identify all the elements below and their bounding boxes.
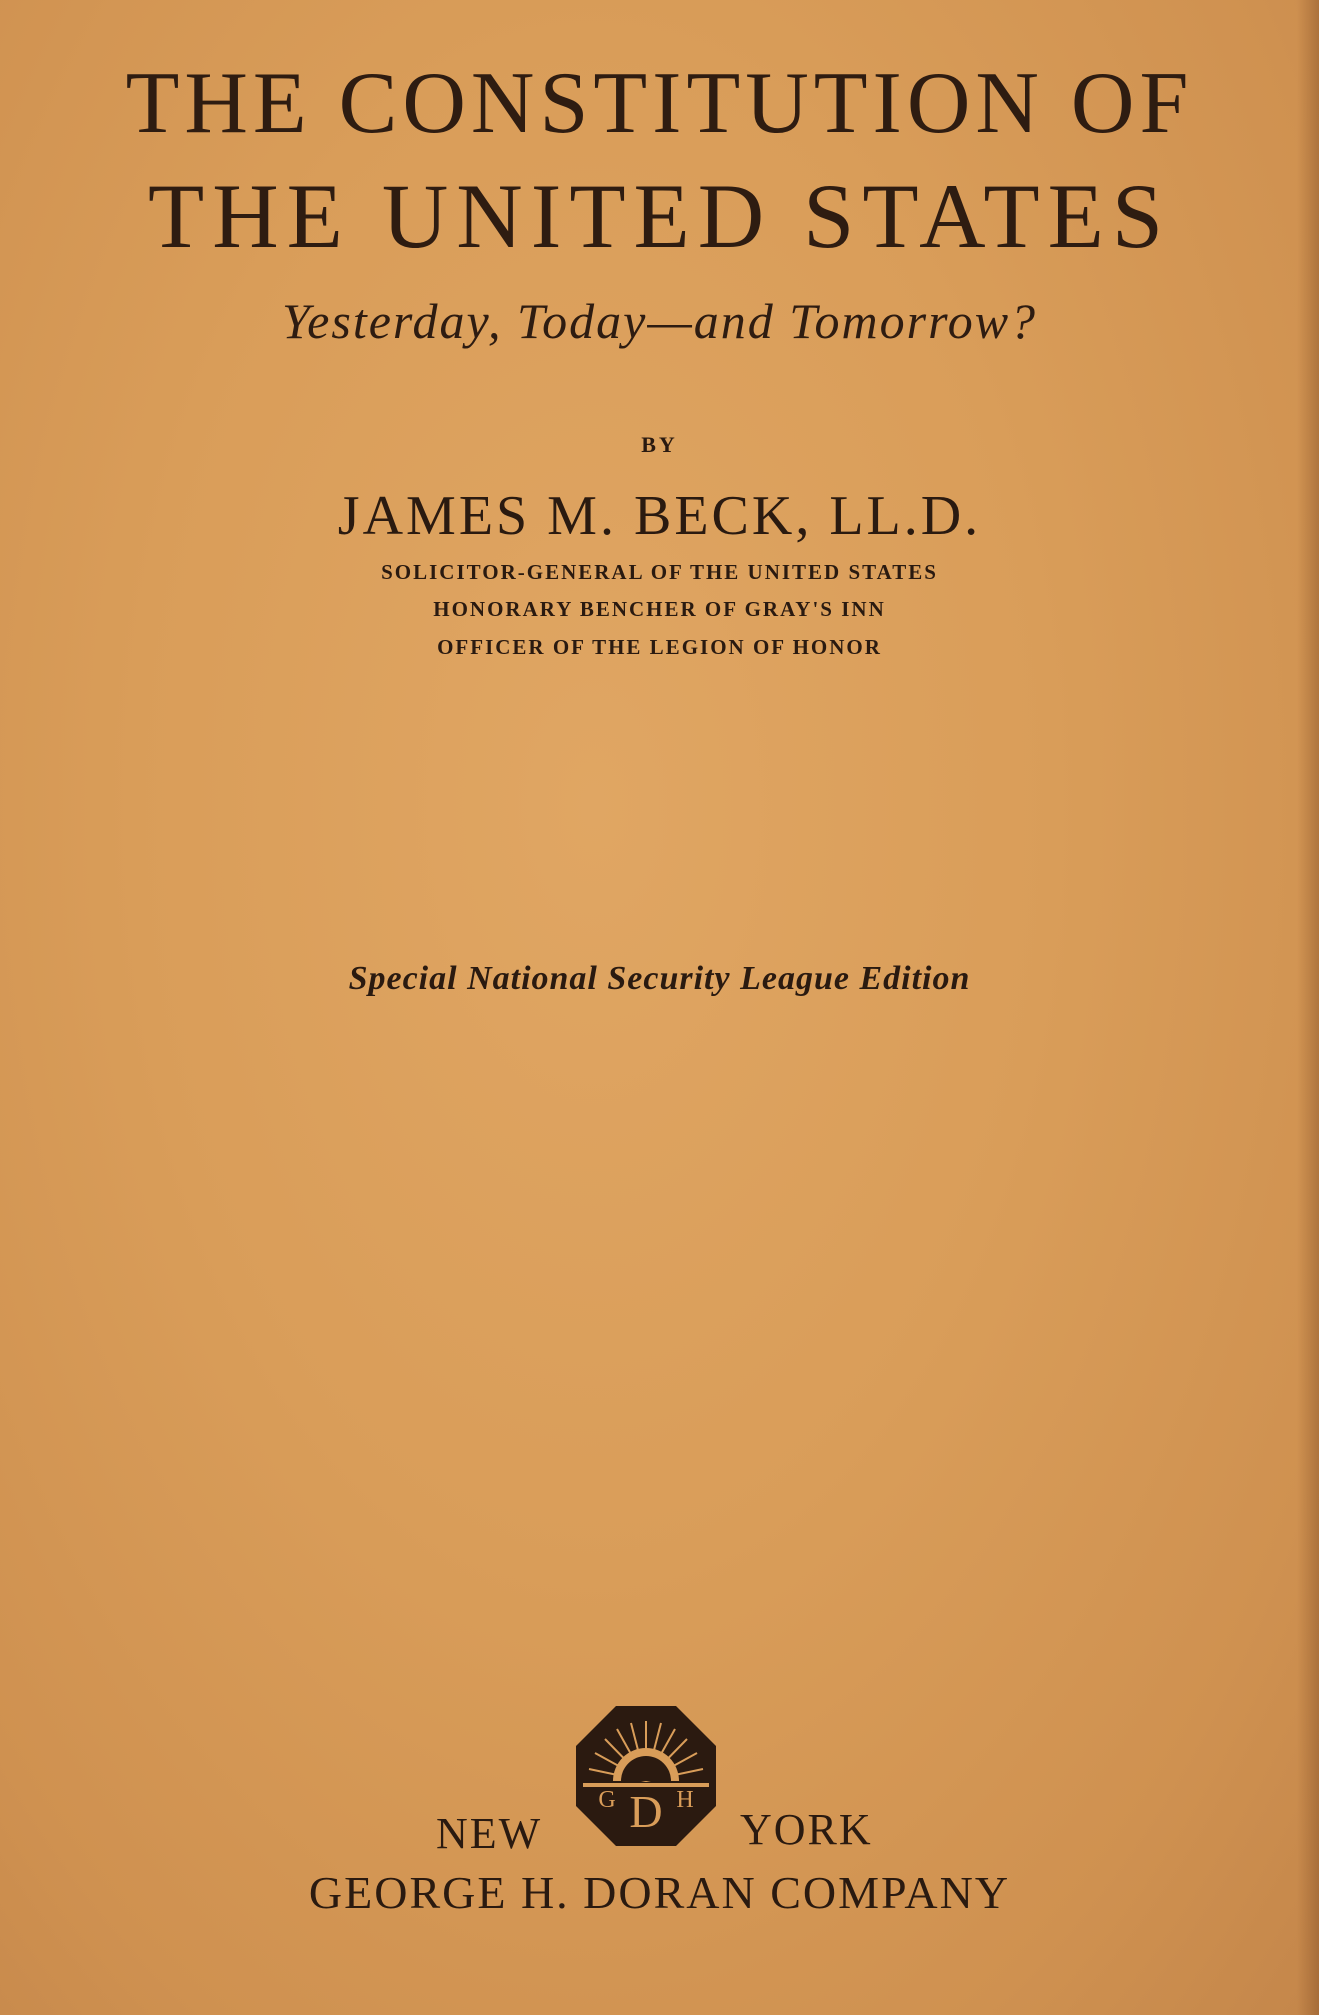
author-credential: OFFICER OF THE LEGION OF HONOR [437, 635, 882, 659]
imprint-city-left: NEW [436, 1809, 543, 1858]
by-label: BY [641, 432, 678, 457]
publisher-name: GEORGE H. DORAN COMPANY [308, 1867, 1011, 1918]
subtitle: Yesterday, Today—and Tomorrow? [281, 293, 1038, 349]
author-credential: SOLICITOR-GENERAL OF THE UNITED STATES [381, 560, 938, 584]
edition-note: Special National Security League Edition [348, 960, 971, 997]
svg-text:D: D [629, 1786, 663, 1837]
author-name: JAMES M. BECK, LL.D. [337, 485, 982, 547]
title-line-1: THE CONSTITUTION OF [125, 55, 1194, 152]
svg-text:H: H [676, 1787, 694, 1813]
imprint-city-right: YORK [740, 1805, 873, 1854]
svg-text:G: G [598, 1787, 616, 1813]
title-line-2: THE UNITED STATES [148, 165, 1171, 267]
author-credential: HONORARY BENCHER OF GRAY'S INN [433, 597, 886, 621]
publisher-sunburst-octagon-icon [573, 1703, 719, 1849]
